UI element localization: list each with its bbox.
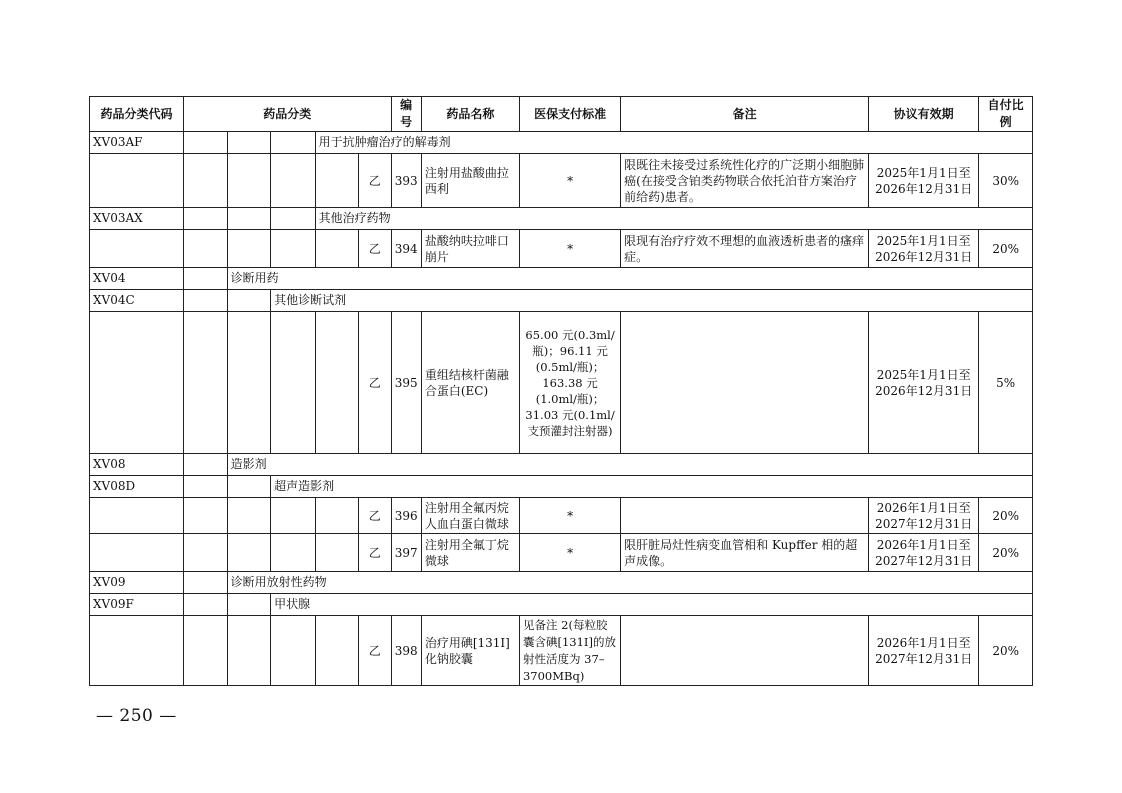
drug-row: [90, 498, 1033, 534]
drug-number: 397: [391, 534, 421, 572]
drug-number: 393: [391, 154, 421, 208]
drug-row: [90, 616, 1033, 686]
validity-period: 2026年1月1日至2027年12月31日: [869, 498, 979, 534]
category-name: 诊断用放射性药物: [227, 572, 1032, 594]
category-name: 甲状腺: [271, 594, 1033, 616]
category-row: [90, 476, 1033, 498]
drug-number: 396: [391, 498, 421, 534]
self-pay-ratio: 20%: [979, 230, 1033, 268]
drug-type: 乙: [359, 312, 391, 454]
category-code: XV04: [90, 268, 184, 290]
category-row: [90, 572, 1033, 594]
drug-type: 乙: [359, 154, 391, 208]
category-name: 用于抗肿瘤治疗的解毒剂: [315, 132, 1032, 154]
header-name: 药品名称: [421, 97, 519, 132]
validity-period: 2025年1月1日至2026年12月31日: [869, 312, 979, 454]
category-code: XV08: [90, 454, 184, 476]
drug-number: 394: [391, 230, 421, 268]
page-number: — 250 —: [96, 706, 177, 726]
payment-standard: *: [519, 230, 620, 268]
header-row: [90, 97, 1033, 132]
category-name: 造影剂: [227, 454, 1032, 476]
category-name: 超声造影剂: [271, 476, 1033, 498]
drug-type: 乙: [359, 230, 391, 268]
self-pay-ratio: 20%: [979, 616, 1033, 686]
drug-type: 乙: [359, 498, 391, 534]
drug-table: [89, 96, 1033, 686]
drug-remark: [621, 312, 869, 454]
drug-remark: 限既往未接受过系统性化疗的广泛期小细胞肺癌(在接受含铂类药物联合依托泊苷方案治疗前给药)患者。: [621, 154, 869, 208]
drug-remark: [621, 616, 869, 686]
payment-standard: 见备注 2(每粒胶囊含碘[131I]的放射性活度为 37–3700MBq): [519, 616, 620, 686]
validity-period: 2025年1月1日至2026年12月31日: [869, 230, 979, 268]
header-ratio: 自付比例: [979, 97, 1033, 132]
category-name: 诊断用药: [227, 268, 1032, 290]
drug-remark: 限现有治疗疗效不理想的血液透析患者的瘙痒症。: [621, 230, 869, 268]
self-pay-ratio: 5%: [979, 312, 1033, 454]
category-code: XV09F: [90, 594, 184, 616]
header-validity: 协议有效期: [869, 97, 979, 132]
drug-number: 395: [391, 312, 421, 454]
category-name: 其他治疗药物: [315, 208, 1032, 230]
validity-period: 2025年1月1日至2026年12月31日: [869, 154, 979, 208]
drug-remark: [621, 498, 869, 534]
validity-period: 2026年1月1日至2027年12月31日: [869, 534, 979, 572]
drug-name: 注射用盐酸曲拉西利: [421, 154, 519, 208]
drug-row: [90, 230, 1033, 268]
drug-name: 治疗用碘[131I]化钠胶囊: [421, 616, 519, 686]
drug-row: [90, 534, 1033, 572]
header-standard: 医保支付标准: [519, 97, 620, 132]
category-row: [90, 208, 1033, 230]
drug-number: 398: [391, 616, 421, 686]
category-code: XV03AX: [90, 208, 184, 230]
category-name: 其他诊断试剂: [271, 290, 1033, 312]
payment-standard: *: [519, 154, 620, 208]
category-code: XV04C: [90, 290, 184, 312]
self-pay-ratio: 20%: [979, 534, 1033, 572]
drug-row: [90, 312, 1033, 454]
category-row: [90, 454, 1033, 476]
category-row: [90, 132, 1033, 154]
payment-standard: 65.00 元(0.3ml/瓶)；96.11 元(0.5ml/瓶)；163.38 元(1.0ml/瓶)；31.03 元(0.1ml/支预灌封注射器): [519, 312, 620, 454]
drug-remark: 限肝脏局灶性病变血管相和 Kupffer 相的超声成像。: [621, 534, 869, 572]
drug-name: 注射用全氟丙烷人血白蛋白微球: [421, 498, 519, 534]
category-row: [90, 268, 1033, 290]
header-category: 药品分类: [184, 97, 391, 132]
drug-name: 盐酸纳呋拉啡口崩片: [421, 230, 519, 268]
drug-row: [90, 154, 1033, 208]
drug-name: 注射用全氟丁烷微球: [421, 534, 519, 572]
drug-type: 乙: [359, 616, 391, 686]
drug-type: 乙: [359, 534, 391, 572]
payment-standard: *: [519, 498, 620, 534]
self-pay-ratio: 30%: [979, 154, 1033, 208]
header-number: 编号: [391, 97, 421, 132]
self-pay-ratio: 20%: [979, 498, 1033, 534]
header-code: 药品分类代码: [90, 97, 184, 132]
validity-period: 2026年1月1日至2027年12月31日: [869, 616, 979, 686]
category-code: XV09: [90, 572, 184, 594]
category-code: XV03AF: [90, 132, 184, 154]
category-code: XV08D: [90, 476, 184, 498]
drug-name: 重组结核杆菌融合蛋白(EC): [421, 312, 519, 454]
category-row: [90, 290, 1033, 312]
category-row: [90, 594, 1033, 616]
header-remarks: 备注: [621, 97, 869, 132]
payment-standard: *: [519, 534, 620, 572]
